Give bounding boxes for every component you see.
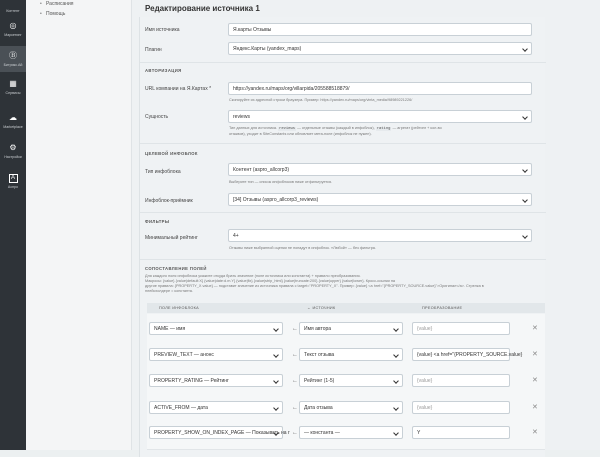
col-iblock-field: ПОЛЕ ИНФОБЛОКА: [159, 306, 199, 310]
source-field-select[interactable]: — константа —: [299, 426, 403, 439]
source-field-select[interactable]: Рейтинг (1-5): [299, 374, 403, 387]
plugin-label: Плагин: [145, 47, 162, 53]
entity-hint: Тип данных для источника. reviews — отдельные отзывы (каждый в инфоблок), rating — агрегат (рейтинг + кол-во отзывов), уходит в SiteConstants или обновляет мета-поле (инфоблок не нужен).: [229, 126, 442, 136]
plugin-select[interactable]: Яндекс.Карты (yandex_maps): [228, 42, 532, 55]
iblock-select[interactable]: [34] Отзывы (aspro_allcorp3_reviews): [228, 193, 532, 206]
auth-section-title: АВТОРИЗАЦИЯ: [145, 68, 182, 73]
transform-input[interactable]: Y: [412, 426, 510, 439]
rail-item-marketplace[interactable]: [0, 110, 26, 132]
iblock-field-select[interactable]: PROPERTY_SHOW_ON_INDEX_PAGE — Показывать на г: [149, 426, 283, 439]
iblock-field-select[interactable]: PROPERTY_RATING — Рейтинг: [149, 374, 283, 387]
filters-section-title: ФИЛЬТРЫ: [145, 219, 170, 224]
mapping-table-header: [147, 303, 545, 313]
iblock-type-select[interactable]: Контент (aspro_allcorp3): [228, 163, 532, 176]
subnav-item-label: Расписания: [46, 1, 74, 7]
bullet-icon: •: [40, 11, 42, 17]
iblock-type-hint: Выберите тип — список инфоблоков ниже отфильтруется.: [229, 180, 333, 184]
divider: [140, 212, 546, 213]
rail-label: Сервисы: [5, 90, 21, 95]
url-label: URL компании на Я.Картах *: [145, 86, 212, 92]
rail-item-services[interactable]: [0, 76, 26, 98]
source-field-select[interactable]: Имя автора: [299, 322, 403, 335]
rail-item-bitrix[interactable]: [0, 46, 26, 72]
transform-input[interactable]: {value}: [412, 401, 510, 414]
rail-label: Битрикс.Ай: [3, 62, 23, 67]
close-icon[interactable]: ✕: [532, 377, 538, 384]
min-rating-hint: Отзывы ниже выбранной оценки не попадут в инфоблок. «Любой» — без фильтра.: [229, 246, 376, 250]
entity-label: Сущность: [145, 114, 169, 120]
divider: [140, 143, 546, 144]
rail-item-aspro[interactable]: [0, 170, 26, 192]
target-icon: ◎: [9, 21, 17, 30]
arrow-left-icon: ←: [292, 405, 298, 411]
mapping-row: [147, 418, 545, 450]
subnav-item-label: Помощь: [46, 11, 66, 17]
gear-icon: ⚙: [9, 143, 17, 152]
company-url-input[interactable]: https://yandex.ru/maps/org/villarpida/205588518879/: [228, 82, 532, 95]
col-transform: ПРЕОБРАЗОВАНИЕ: [422, 306, 463, 310]
secondary-sidebar: [26, 0, 132, 450]
rail-label: Аспро: [7, 184, 19, 189]
min-rating-select[interactable]: 4+: [228, 229, 532, 242]
name-label: Имя источника: [145, 27, 180, 33]
entity-select[interactable]: reviews: [228, 110, 532, 123]
page-title: Редактирование источника 1: [145, 4, 260, 13]
transform-input[interactable]: {value} <a href="{PROPERTY_SOURCE.value}: [412, 348, 510, 361]
subnav-item-help[interactable]: [40, 11, 65, 17]
rail-label: Маркетинг: [4, 32, 22, 37]
arrow-left-icon: ←: [292, 352, 298, 358]
divider: [140, 259, 546, 260]
rail-label: Marketplace: [3, 124, 23, 129]
url-hint: Скопируйте из адресной строки браузера. Пример: https://yandex.ru/maps/org/vinta_media/98989221226/: [229, 98, 413, 102]
target-section-title: ЦЕЛЕВОЙ ИНФОБЛОК: [145, 151, 198, 156]
divider: [140, 62, 546, 63]
mapping-section-title: СОПОСТАВЛЕНИЕ ПОЛЕЙ: [145, 266, 207, 271]
services-icon: ▦: [9, 79, 17, 88]
iblock-type-label: Тип инфоблока: [145, 169, 181, 175]
rail-label: Контент: [6, 9, 20, 13]
source-field-select[interactable]: Дата отзыва: [299, 401, 403, 414]
source-field-select[interactable]: Текст отзыва: [299, 348, 403, 361]
close-icon[interactable]: ✕: [532, 351, 538, 358]
main-content: [132, 0, 600, 450]
close-icon[interactable]: ✕: [532, 404, 538, 411]
bitrix-icon: Ⓑ: [9, 51, 17, 60]
app-rail: [0, 0, 26, 450]
source-name-input[interactable]: Я.карты Отзывы: [228, 23, 532, 36]
bullet-icon: •: [40, 1, 42, 7]
transform-input[interactable]: {value}: [412, 374, 510, 387]
iblock-field-select[interactable]: NAME — имя: [149, 322, 283, 335]
subnav-item-schedules[interactable]: [40, 1, 74, 7]
cloud-icon: ☁: [9, 113, 17, 122]
mapping-hint: Для каждого поля инфоблока укажите откуда брать значение (поле источника или константа) + правило преобразования. Макросы: {value} {value|default:X} {value|date:d.m.Y} {value|fix} {value|strip_html} {value|truncate:200} {value|upper} {value|lower}. Кросс-ссылки на другие правила: {PROPERTY_X.value} — подставит значение из источника правила с target="PROPERTY_X". Пример: {value} <a href="{PROPERTY_SOURCE.value}">Оригинал</a>. Стрелка в плейсхолдере = константа.: [145, 274, 484, 293]
rail-item-settings[interactable]: [0, 140, 26, 162]
transform-input[interactable]: {value}: [412, 322, 510, 335]
arrow-left-icon: ←: [292, 430, 298, 436]
min-rating-label: Минимальный рейтинг: [145, 235, 198, 241]
rail-item-marketing[interactable]: [0, 18, 26, 40]
close-icon[interactable]: ✕: [532, 325, 538, 332]
arrow-left-icon: ←: [292, 378, 298, 384]
close-icon[interactable]: ✕: [532, 429, 538, 436]
arrow-left-icon: ←: [292, 326, 298, 332]
iblock-label: Инфоблок-приёмник: [145, 198, 193, 204]
rail-label: Настройки: [4, 154, 22, 159]
aspro-icon: A: [9, 174, 18, 183]
iblock-field-select[interactable]: PREVIEW_TEXT — анонс: [149, 348, 283, 361]
col-source: ← ИСТОЧНИК: [307, 306, 336, 310]
iblock-field-select[interactable]: ACTIVE_FROM — дата: [149, 401, 283, 414]
